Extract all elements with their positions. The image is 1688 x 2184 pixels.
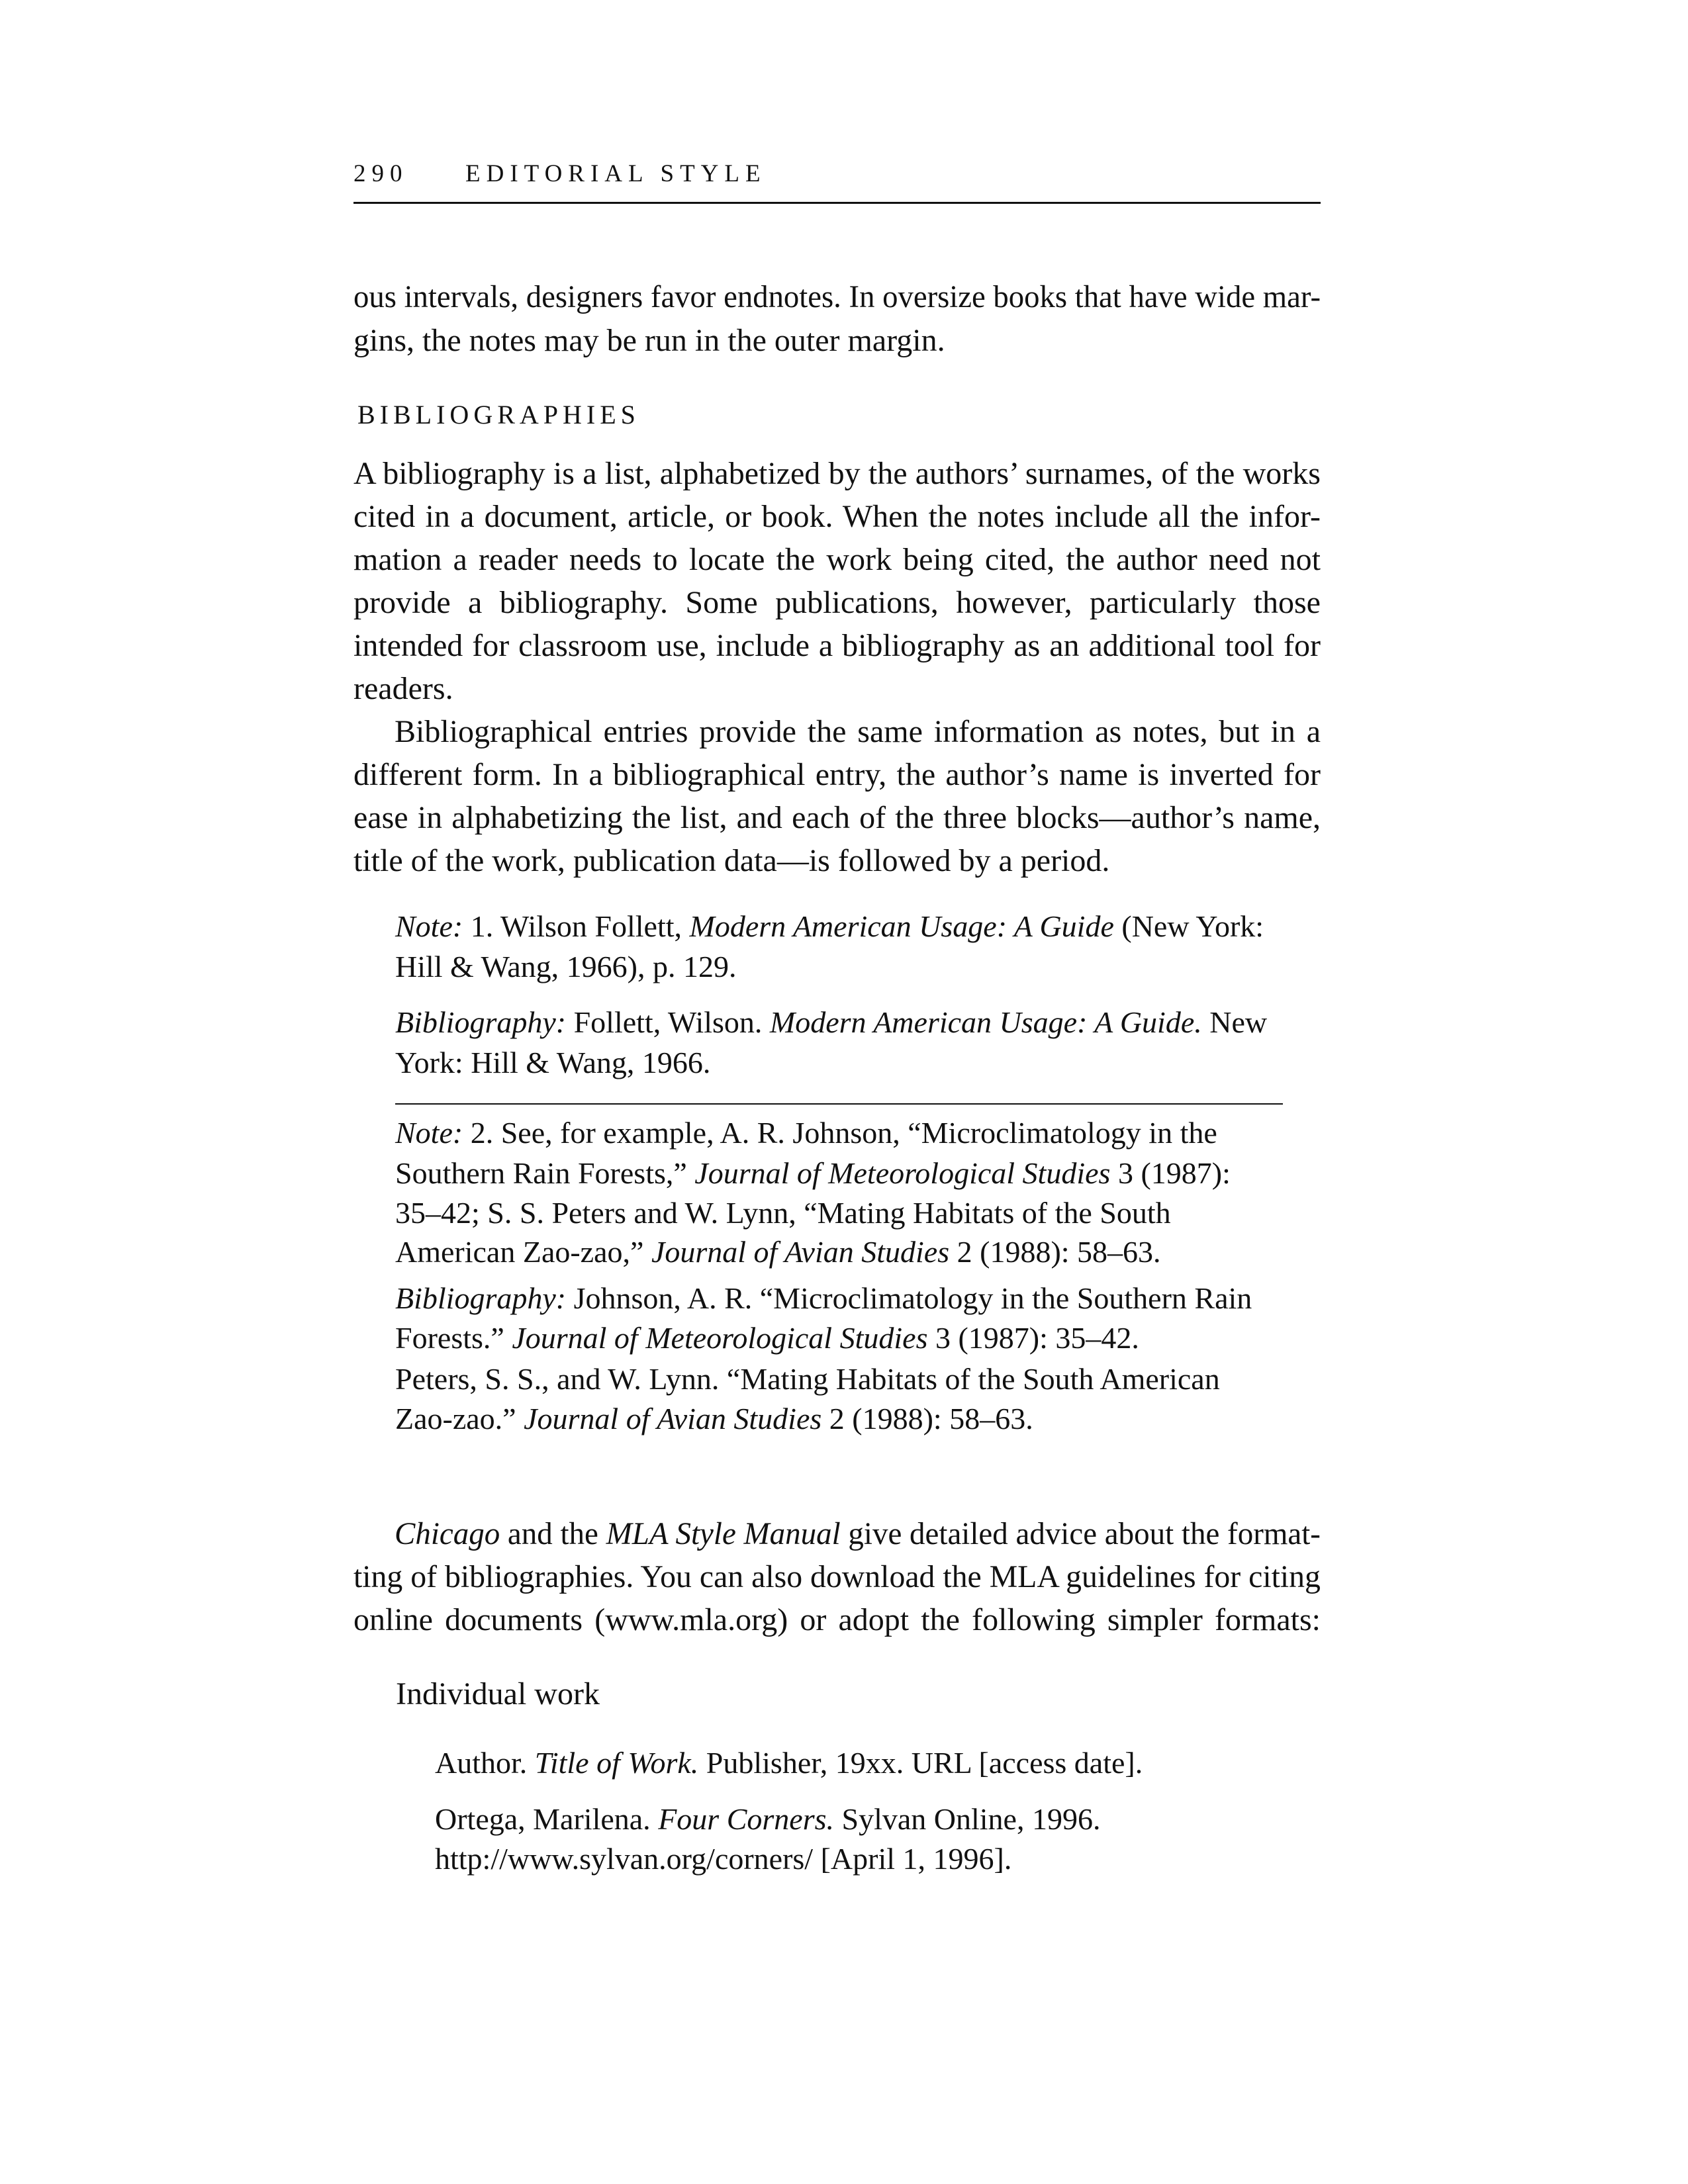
text-run: A bibliography is a list, alphabetized by the authors’ surnames, of the works: [353, 455, 1321, 491]
text-line: [353, 755, 1321, 795]
text-run: Zao-zao.”: [395, 1402, 524, 1436]
text-run: Bibliographical entries provide the same information as notes, but in a: [395, 713, 1321, 749]
text-line: [353, 277, 1321, 317]
text-run: 1. Wilson Follett,: [463, 909, 690, 944]
text-run: and the: [500, 1516, 606, 1551]
italic-text: Journal of Avian Studies: [651, 1235, 950, 1269]
text-line: [395, 1043, 1284, 1083]
text-line: [435, 1743, 1321, 1783]
text-line: [353, 454, 1321, 494]
text-line: [395, 1359, 1284, 1399]
text-run: Johnson, A. R. “Microclimatology in the Southern Rain: [566, 1281, 1252, 1316]
text-line: [435, 1799, 1321, 1839]
text-run: gins, the notes may be run in the outer margin.: [353, 322, 945, 358]
text-run: Peters, S. S., and W. Lynn. “Mating Habitats of the South American: [395, 1362, 1220, 1396]
italic-text: Bibliography:: [395, 1005, 567, 1040]
text-run: give detailed advice about the format-: [840, 1516, 1321, 1551]
text-line: [395, 1154, 1284, 1193]
text-line: [353, 798, 1321, 838]
italic-text: Journal of Meteorological Studies: [512, 1321, 928, 1355]
text-run: York: Hill & Wang, 1966.: [395, 1046, 711, 1080]
text-line: [353, 626, 1321, 666]
text-run: Hill & Wang, 1966), p. 129.: [395, 950, 737, 984]
text-line: [395, 1003, 1284, 1042]
text-line: [353, 583, 1321, 623]
text-run: ous intervals, designers favor endnotes. In oversize books that have wide mar-: [353, 279, 1321, 314]
text-run: online documents (www.mla.org) or adopt the following simpler formats:: [353, 1602, 1321, 1637]
text-line: [395, 947, 1284, 987]
text-run: Author.: [435, 1746, 535, 1780]
italic-text: Chicago: [395, 1516, 500, 1551]
text-line: [395, 1193, 1284, 1233]
italic-text: Journal of Avian Studies: [524, 1402, 822, 1436]
text-line: [395, 1232, 1284, 1272]
text-run: cited in a document, article, or book. When the notes include all the infor-: [353, 498, 1321, 534]
text-run: American Zao-zao,”: [395, 1235, 651, 1269]
example-separator-rule: [395, 1103, 1283, 1105]
text-line: [395, 1279, 1284, 1318]
section-heading: BIBLIOGRAPHIES: [357, 400, 640, 430]
text-run: 35–42; S. S. Peters and W. Lynn, “Mating Habitats of the South: [395, 1196, 1171, 1230]
text-run: Forests.”: [395, 1321, 512, 1355]
italic-text: Four Corners.: [658, 1802, 834, 1837]
italic-text: Modern American Usage: A Guide.: [769, 1005, 1202, 1040]
text-line: [353, 321, 1321, 361]
italic-text: MLA Style Manual: [606, 1516, 841, 1551]
text-line: [353, 669, 1321, 709]
text-run: intended for classroom use, include a bibliography as an additional tool for: [353, 627, 1321, 663]
text-run: provide a bibliography. Some publications, however, particularly those: [353, 584, 1321, 620]
text-line: [353, 1557, 1321, 1597]
text-run: mation a reader needs to locate the work being cited, the author need not: [353, 541, 1321, 577]
text-line: [395, 907, 1284, 946]
text-run: 3 (1987):: [1110, 1156, 1231, 1191]
italic-text: Note:: [395, 1116, 463, 1150]
page-number: 290: [353, 160, 408, 187]
text-run: ease in alphabetizing the list, and each of the three blocks—author’s name,: [353, 799, 1321, 835]
text-run: (New York:: [1113, 909, 1264, 944]
text-run: ting of bibliographies. You can also download the MLA guidelines for citing: [353, 1559, 1321, 1594]
text-run: Individual work: [396, 1676, 600, 1711]
text-run: Publisher, 19xx. URL [access date].: [698, 1746, 1143, 1780]
text-run: 2 (1988): 58–63.: [821, 1402, 1033, 1436]
text-run: http://www.sylvan.org/corners/ [April 1, 1996].: [435, 1842, 1012, 1876]
text-run: Southern Rain Forests,”: [395, 1156, 695, 1191]
italic-text: Bibliography:: [395, 1281, 567, 1316]
text-line: [395, 1514, 1321, 1554]
text-line: [395, 1113, 1284, 1153]
text-run: readers.: [353, 670, 453, 706]
text-line: [353, 497, 1321, 537]
text-run: 2. See, for example, A. R. Johnson, “Microclimatology in the: [463, 1116, 1217, 1150]
text-run: 3 (1987): 35–42.: [927, 1321, 1139, 1355]
text-run: different form. In a bibliographical entry, the author’s name is inverted for: [353, 756, 1321, 792]
text-run: 2 (1988): 58–63.: [949, 1235, 1161, 1269]
text-line: [395, 1318, 1284, 1358]
text-run: Sylvan Online, 1996.: [834, 1802, 1101, 1837]
header-rule: [353, 202, 1321, 204]
italic-text: Journal of Meteorological Studies: [694, 1156, 1111, 1191]
italic-text: Title of Work.: [534, 1746, 699, 1780]
italic-text: Modern American Usage: A Guide: [689, 909, 1114, 944]
text-run: New: [1201, 1005, 1268, 1040]
text-line: [435, 1839, 1321, 1879]
text-line: [353, 841, 1321, 881]
text-line: [353, 1600, 1321, 1640]
text-line: [353, 540, 1321, 580]
text-line: [395, 1399, 1284, 1439]
text-run: Follett, Wilson.: [566, 1005, 770, 1040]
text-line: [396, 1674, 1321, 1714]
text-run: Ortega, Marilena.: [435, 1802, 659, 1837]
running-head-title: EDITORIAL STYLE: [465, 160, 767, 187]
italic-text: Note:: [395, 909, 463, 944]
text-line: [395, 712, 1321, 752]
text-run: title of the work, publication data—is followed by a period.: [353, 842, 1110, 878]
